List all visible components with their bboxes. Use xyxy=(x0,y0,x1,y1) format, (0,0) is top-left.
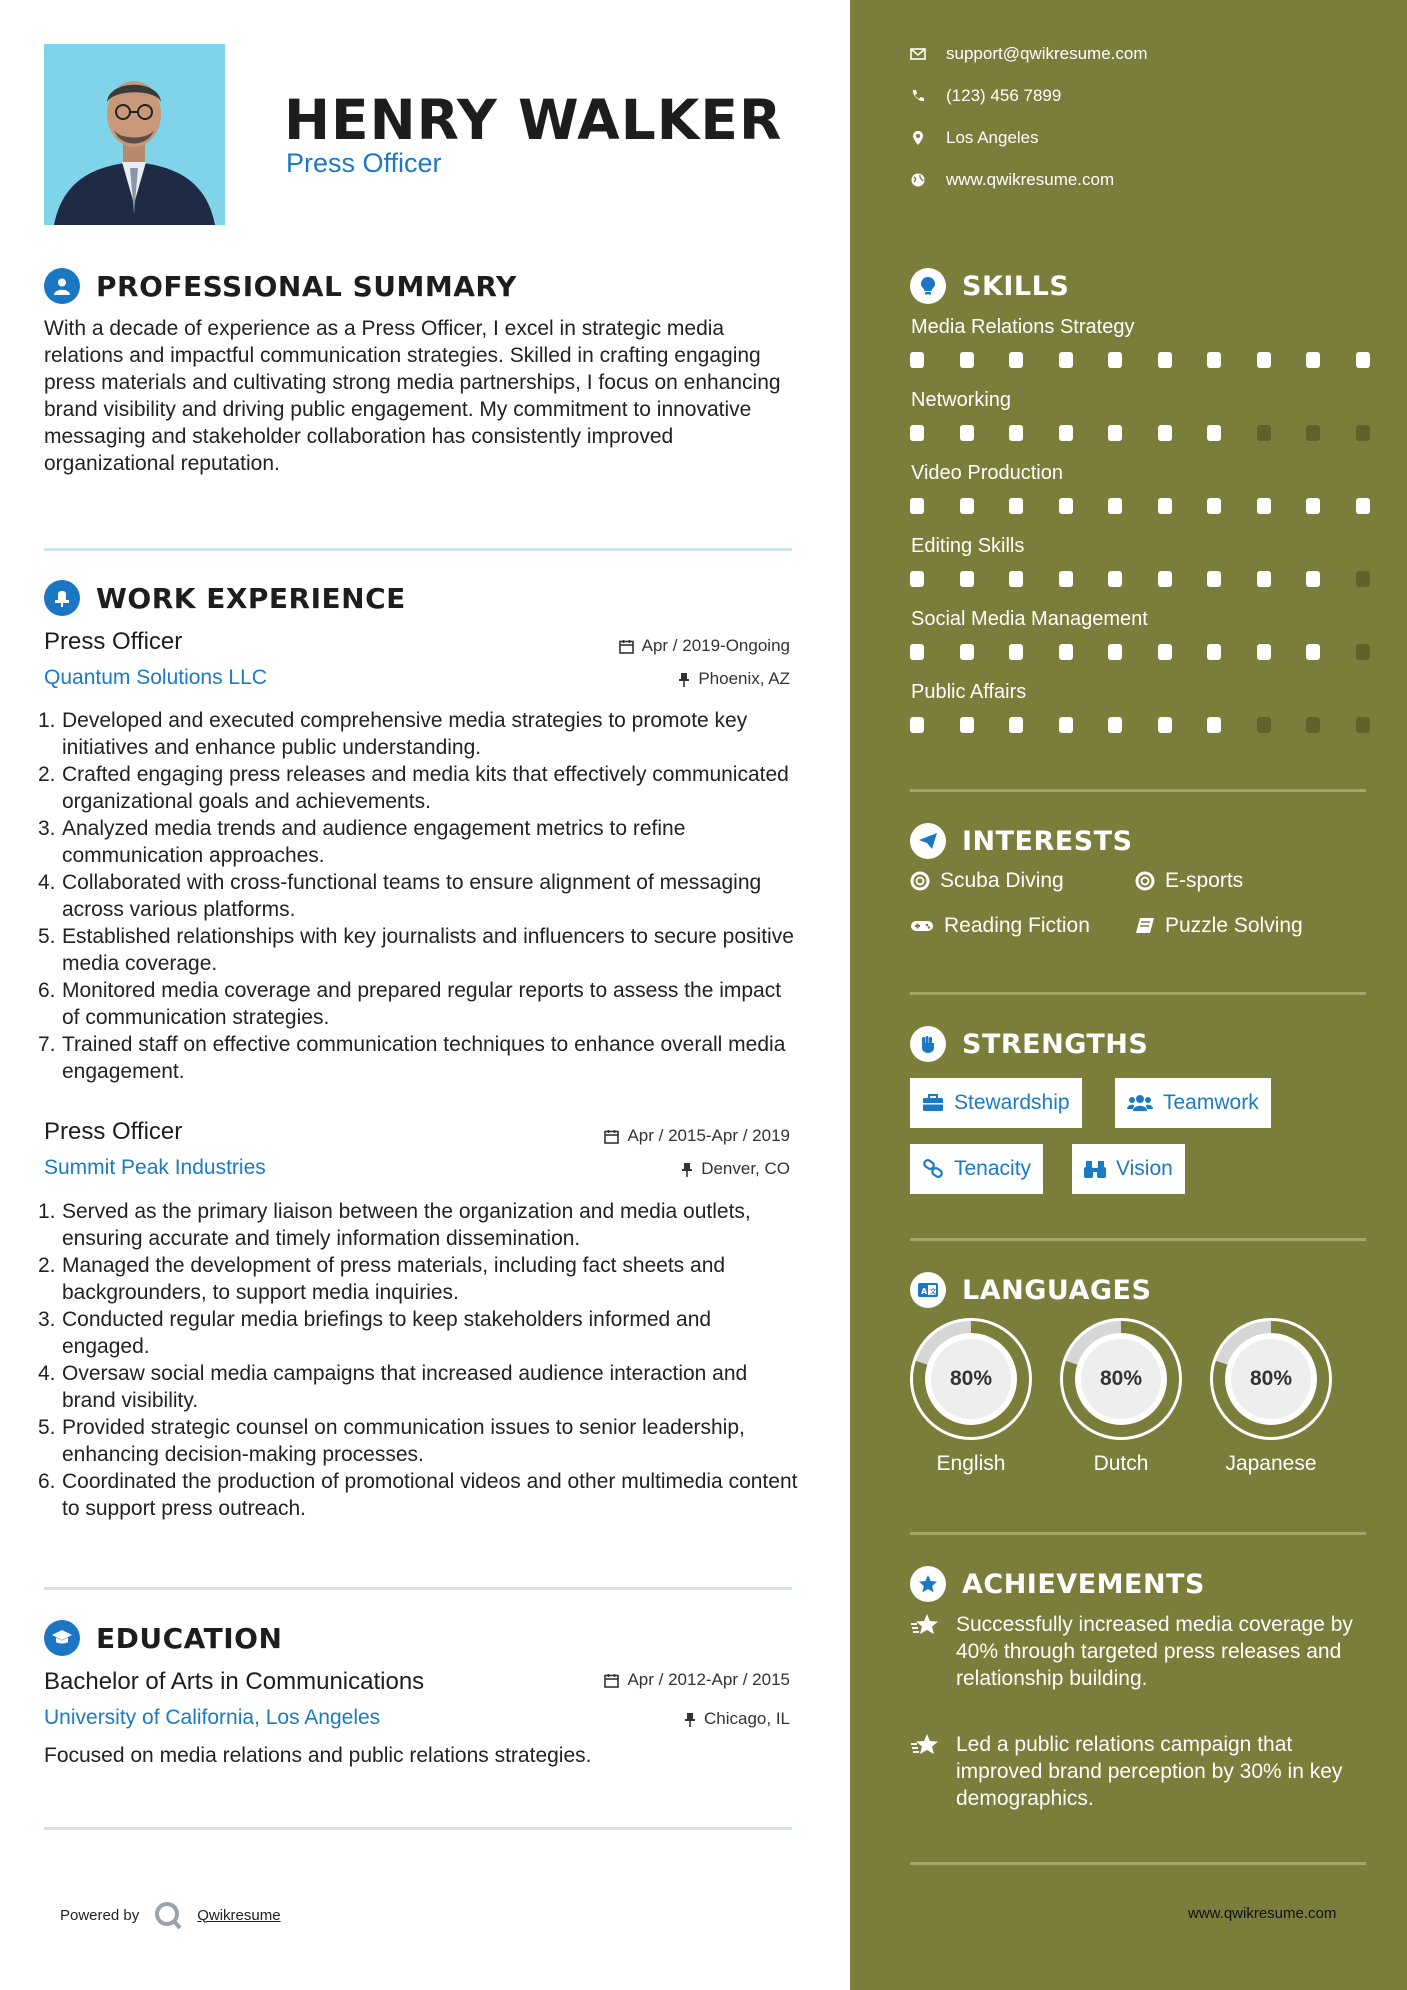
education-location-text: Chicago, IL xyxy=(704,1709,790,1728)
rating-dot-filled xyxy=(1306,571,1320,587)
strengths-title: STRENGTHS xyxy=(962,1028,1149,1060)
strength-badge: Stewardship xyxy=(910,1078,1082,1128)
list-item: 2. Crafted engaging press releases and media kits that effectively communicated organizational goals and achievements. xyxy=(38,763,789,813)
fist-icon xyxy=(910,1026,946,1062)
skill-rating xyxy=(910,571,1370,587)
star-icon xyxy=(910,1611,944,1692)
language-name: Japanese xyxy=(1225,1452,1317,1475)
rating-dot-filled xyxy=(1158,571,1172,587)
life-ring-icon xyxy=(910,871,930,891)
candidate-role: Press Officer xyxy=(286,148,442,178)
section-divider xyxy=(44,548,792,551)
rating-dot-filled xyxy=(910,644,924,660)
powered-label: Powered by xyxy=(60,1906,140,1924)
rating-dot-empty xyxy=(1356,644,1370,660)
rating-dot-filled xyxy=(1356,498,1370,514)
contact-location xyxy=(910,128,1039,148)
languages-heading xyxy=(910,1272,1151,1308)
list-item: 6. Monitored media coverage and prepared regular reports to assess the impact of communication strategies. xyxy=(38,979,782,1029)
achievement-item: Led a public relations campaign that improved brand perception by 30% in key demographics. xyxy=(910,1731,1370,1812)
rating-dot-filled xyxy=(910,498,924,514)
star-badge-icon xyxy=(910,1566,946,1602)
rating-dot-filled xyxy=(1158,498,1172,514)
school: University of California, Los Angeles xyxy=(44,1706,381,1729)
rating-dot-filled xyxy=(1059,571,1073,587)
book-icon xyxy=(1135,917,1155,935)
rating-dot-filled xyxy=(1158,644,1172,660)
rating-dot-filled xyxy=(960,352,974,368)
star-icon xyxy=(910,1731,944,1812)
job-location xyxy=(678,669,790,689)
list-item: 4. Collaborated with cross-functional teams to ensure alignment of messaging across various platforms. xyxy=(38,871,762,921)
strength-badge: Tenacity xyxy=(910,1144,1043,1194)
binoculars-icon xyxy=(1084,1159,1106,1179)
phone-text: (123) 456 7899 xyxy=(946,86,1062,105)
interest-item: Puzzle Solving xyxy=(1135,914,1303,938)
rating-dot-filled xyxy=(1306,498,1320,514)
job-dates xyxy=(604,1126,790,1146)
language-progress-ring xyxy=(910,1318,1032,1440)
language-progress-ring xyxy=(1210,1318,1332,1440)
user-icon xyxy=(44,268,80,304)
job-title: Press Officer xyxy=(44,1118,183,1145)
paper-plane-icon xyxy=(910,823,946,859)
svg-text:A: A xyxy=(921,1287,928,1296)
rating-dot-filled xyxy=(1207,498,1221,514)
language-item xyxy=(1060,1318,1182,1476)
calendar-icon xyxy=(604,1673,619,1688)
job-dates-text: Apr / 2019-Ongoing xyxy=(641,636,790,655)
candidate-name: HENRY WALKER xyxy=(284,88,783,152)
skill-rating xyxy=(910,717,1370,733)
job-company: Quantum Solutions LLC xyxy=(44,666,267,689)
job-company: Summit Peak Industries xyxy=(44,1156,266,1179)
skill-name: Networking xyxy=(911,389,1012,411)
language-item xyxy=(1210,1318,1332,1476)
education-location xyxy=(684,1709,790,1729)
qwikresume-link[interactable]: Qwikresume xyxy=(197,1906,281,1924)
rating-dot-filled xyxy=(1108,717,1122,733)
language-progress-ring xyxy=(1060,1318,1182,1440)
education-heading xyxy=(44,1620,282,1656)
interest-item: Scuba Diving xyxy=(910,869,1064,893)
language-percent: 80% xyxy=(1249,1367,1293,1390)
skill-name: Video Production xyxy=(911,462,1063,484)
calendar-icon xyxy=(619,639,634,654)
globe-icon xyxy=(910,173,926,187)
skill-rating xyxy=(910,425,1370,441)
rating-dot-filled xyxy=(1009,498,1023,514)
rating-dot-filled xyxy=(1257,571,1271,587)
achievement-item: Successfully increased media coverage by 40% through targeted press releases and relationship building. xyxy=(910,1611,1370,1692)
language-percent: 80% xyxy=(1099,1367,1143,1390)
strengths-heading xyxy=(910,1026,1148,1062)
rating-dot-filled xyxy=(1059,717,1073,733)
languages-title: LANGUAGES xyxy=(962,1274,1152,1306)
achievements-heading xyxy=(910,1566,1205,1602)
skill-name: Editing Skills xyxy=(911,535,1025,557)
skills-title: SKILLS xyxy=(962,270,1070,302)
language-name: Dutch xyxy=(1093,1452,1149,1475)
powered-by xyxy=(60,1900,281,1930)
rating-dot-filled xyxy=(960,425,974,441)
rating-dot-filled xyxy=(1009,352,1023,368)
interest-item: E-sports xyxy=(1135,869,1243,893)
rating-dot-empty xyxy=(1306,425,1320,441)
language-icon xyxy=(910,1272,946,1308)
list-item: 3. Analyzed media trends and audience engagement metrics to refine communication approaches. xyxy=(38,817,686,867)
interests-title: INTERESTS xyxy=(962,825,1133,857)
strength-badge: Teamwork xyxy=(1115,1078,1271,1128)
pin-icon xyxy=(681,1162,693,1177)
rating-dot-empty xyxy=(1306,717,1320,733)
rating-dot-filled xyxy=(1306,352,1320,368)
rating-dot-filled xyxy=(1207,425,1221,441)
envelope-icon xyxy=(910,48,926,60)
life-ring-icon xyxy=(1135,871,1155,891)
experience-heading xyxy=(44,580,406,616)
rating-dot-filled xyxy=(960,644,974,660)
graduation-cap-icon xyxy=(44,1620,80,1656)
education-dates-text: Apr / 2012-Apr / 2015 xyxy=(627,1670,790,1689)
section-divider xyxy=(44,1587,792,1590)
summary-title: PROFESSIONAL SUMMARY xyxy=(96,269,517,303)
rating-dot-filled xyxy=(1108,498,1122,514)
rating-dot-filled xyxy=(1356,352,1370,368)
email-text[interactable]: support@qwikresume.com xyxy=(946,44,1148,63)
rating-dot-filled xyxy=(1009,425,1023,441)
rating-dot-filled xyxy=(1257,498,1271,514)
job-dates xyxy=(619,636,790,656)
summary-heading xyxy=(44,268,517,304)
skills-heading xyxy=(910,268,1069,304)
svg-text:文: 文 xyxy=(929,1287,937,1296)
rating-dot-filled xyxy=(1257,352,1271,368)
summary-text: With a decade of experience as a Press Officer, I excel in strategic media relations and impactful communication strategies. Skilled in crafting engaging press materials and cultivating strong media partnerships, I focus on enhancing brand visibility and driving public engagement. My commitment to innovative messaging and stakeholder collaboration has consistently improved organizational reputation. xyxy=(44,317,781,475)
rating-dot-filled xyxy=(1207,644,1221,660)
map-marker-icon xyxy=(910,131,926,145)
rating-dot-empty xyxy=(1356,571,1370,587)
qwikresume-logo-icon xyxy=(153,1900,183,1930)
rating-dot-filled xyxy=(1207,717,1221,733)
rating-dot-filled xyxy=(910,425,924,441)
rating-dot-filled xyxy=(910,352,924,368)
section-divider xyxy=(910,992,1366,995)
contact-website xyxy=(910,170,1114,190)
section-divider xyxy=(910,1532,1366,1535)
strength-badge: Vision xyxy=(1072,1144,1185,1194)
degree: Bachelor of Arts in Communications xyxy=(44,1668,425,1695)
website-text[interactable]: www.qwikresume.com xyxy=(946,170,1115,189)
link-icon xyxy=(922,1159,944,1179)
education-description: Focused on media relations and public relations strategies. xyxy=(44,1744,592,1767)
skill-rating xyxy=(910,644,1370,660)
rating-dot-filled xyxy=(910,717,924,733)
skill-name: Media Relations Strategy xyxy=(911,316,1135,338)
job-bullets xyxy=(38,1198,798,1522)
list-item: 5. Provided strategic counsel on communication issues to senior leadership, enhancing decision-making processes. xyxy=(38,1416,745,1466)
list-item: 6. Coordinated the production of promotional videos and other multimedia content to support press outreach. xyxy=(38,1470,798,1520)
phone-icon xyxy=(910,89,926,103)
section-divider xyxy=(910,789,1366,792)
rating-dot-empty xyxy=(1257,717,1271,733)
briefcase-icon xyxy=(922,1094,944,1112)
rating-dot-filled xyxy=(1158,425,1172,441)
job-dates-text: Apr / 2015-Apr / 2019 xyxy=(627,1126,790,1145)
job-location xyxy=(681,1159,790,1179)
skill-name: Public Affairs xyxy=(911,681,1027,703)
job-location-text: Denver, CO xyxy=(701,1159,790,1178)
section-divider xyxy=(910,1862,1366,1865)
section-divider xyxy=(910,1238,1366,1241)
rating-dot-filled xyxy=(1009,717,1023,733)
briefcase-icon xyxy=(44,580,80,616)
list-item: 2. Managed the development of press materials, including fact sheets and backgrounders, to support media inquiries. xyxy=(38,1254,726,1304)
language-item xyxy=(910,1318,1032,1476)
list-item: 5. Established relationships with key journalists and influencers to secure positive media coverage. xyxy=(38,925,794,975)
rating-dot-filled xyxy=(1108,425,1122,441)
rating-dot-filled xyxy=(1059,644,1073,660)
rating-dot-empty xyxy=(1356,717,1370,733)
rating-dot-empty xyxy=(1257,425,1271,441)
rating-dot-filled xyxy=(1207,352,1221,368)
profile-photo xyxy=(44,44,225,225)
language-percent: 80% xyxy=(949,1367,993,1390)
education-dates xyxy=(604,1670,790,1690)
location-text: Los Angeles xyxy=(946,128,1039,147)
rating-dot-filled xyxy=(1059,352,1073,368)
rating-dot-filled xyxy=(1108,644,1122,660)
sidebar xyxy=(850,0,1407,1990)
rating-dot-filled xyxy=(1108,352,1122,368)
rating-dot-filled xyxy=(1158,717,1172,733)
footer-website[interactable]: www.qwikresume.com xyxy=(1188,1905,1337,1922)
list-item: 7. Trained staff on effective communication techniques to enhance overall media engagement. xyxy=(38,1033,786,1083)
section-divider xyxy=(44,1827,792,1830)
pin-icon xyxy=(678,672,690,687)
rating-dot-filled xyxy=(1059,425,1073,441)
rating-dot-filled xyxy=(1059,498,1073,514)
experience-title: WORK EXPERIENCE xyxy=(96,581,406,615)
interests-heading xyxy=(910,823,1133,859)
rating-dot-filled xyxy=(960,571,974,587)
list-item: 3. Conducted regular media briefings to keep stakeholders informed and engaged. xyxy=(38,1308,712,1358)
list-item: 1. Developed and executed comprehensive media strategies to promote key initiatives and enhance public understanding. xyxy=(38,709,748,759)
language-name: English xyxy=(936,1452,1006,1475)
education-title: EDUCATION xyxy=(96,1621,283,1655)
interest-item: Reading Fiction xyxy=(910,914,1090,938)
users-icon xyxy=(1127,1094,1153,1112)
rating-dot-filled xyxy=(1009,571,1023,587)
rating-dot-filled xyxy=(1009,644,1023,660)
rating-dot-filled xyxy=(1158,352,1172,368)
pin-icon xyxy=(684,1712,696,1727)
rating-dot-empty xyxy=(1356,425,1370,441)
skill-rating xyxy=(910,352,1370,368)
list-item: 4. Oversaw social media campaigns that increased audience interaction and brand visibility. xyxy=(38,1362,748,1412)
rating-dot-filled xyxy=(960,498,974,514)
rating-dot-filled xyxy=(1257,644,1271,660)
rating-dot-filled xyxy=(1207,571,1221,587)
job-bullets xyxy=(38,707,798,1085)
list-item: 1. Served as the primary liaison between the organization and media outlets, ensuring accurate and timely information dissemination. xyxy=(38,1200,751,1250)
achievements-title: ACHIEVEMENTS xyxy=(962,1568,1205,1600)
rating-dot-filled xyxy=(910,571,924,587)
job-location-text: Phoenix, AZ xyxy=(698,669,790,688)
job-title: Press Officer xyxy=(44,628,183,655)
calendar-icon xyxy=(604,1129,619,1144)
lightbulb-icon xyxy=(910,268,946,304)
contact-phone xyxy=(910,86,1061,106)
skill-name: Social Media Management xyxy=(911,608,1148,630)
rating-dot-filled xyxy=(960,717,974,733)
gamepad-icon xyxy=(910,918,934,934)
rating-dot-filled xyxy=(1306,644,1320,660)
contact-email xyxy=(910,44,1148,64)
rating-dot-filled xyxy=(1108,571,1122,587)
skill-rating xyxy=(910,498,1370,514)
